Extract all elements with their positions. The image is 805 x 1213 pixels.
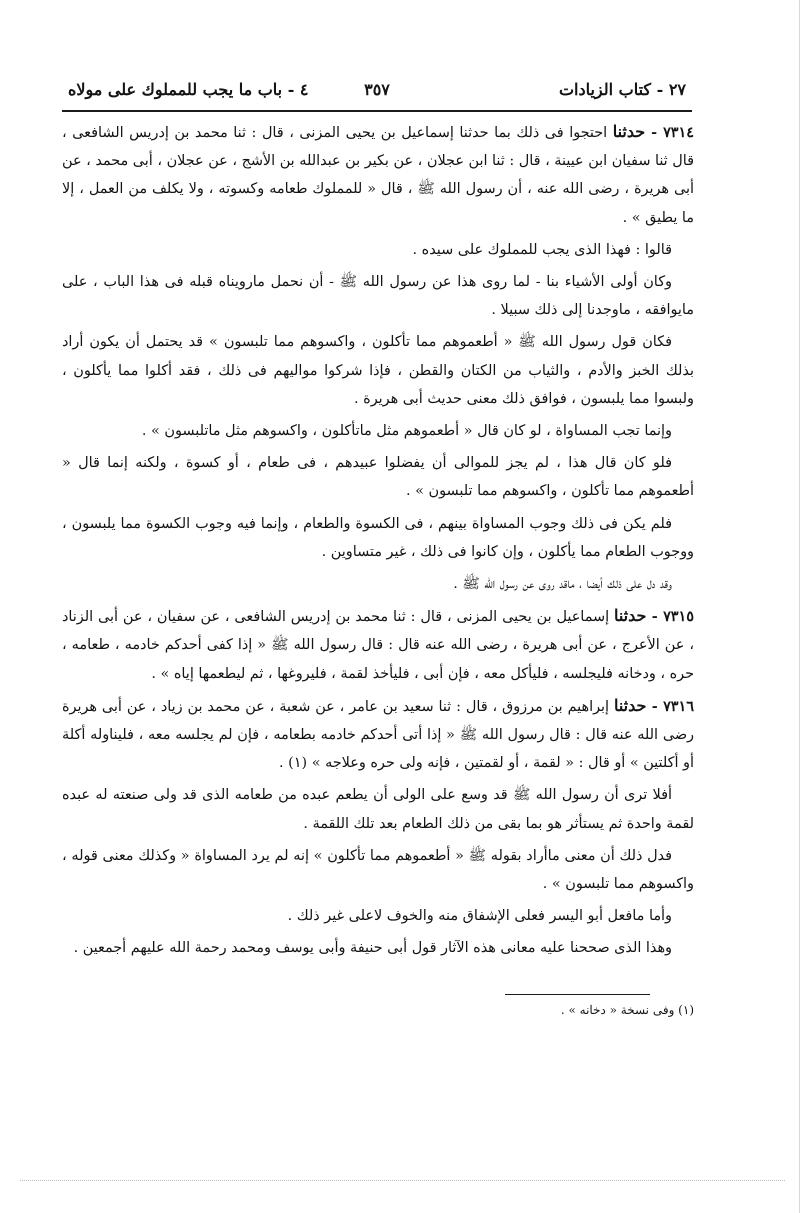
paragraph [62,268,694,324]
paragraph-text: فلو كان قال هذا ، لم يجز للموالى أن يفضلوا عبيدهم ، فى طعام ، أو كسوة ، ولكنه إنما قال « أطعموهم مما تأكلون ، واكسوهم مما تلبسون » . [62,455,694,500]
paragraph-text: إبراهيم بن مرزوق ، قال : ثنا سعيد بن عامر ، عن شعبة ، عن محمد بن زياد ، عن أبى هريرة رضى الله عنه قال : قال رسول الله ﷺ « إذا أتى أحدكم خادمه بطعامه ، فإن لم يجلسه معه ، فليناوله أكلة أو أكلتين » أو قال : « لقمة ، أو لقمتين ، فإنه ولى حره وعلاجه » (١) . [62,698,694,772]
header-rule [62,110,692,112]
hadith-lead: حدثنا [612,122,646,141]
paragraph-text: وكان أولى الأشياء بنا - لما روى هذا عن رسول الله ﷺ - أن نحمل مارويناه قبله فى هذا الباب ، على مايوافقه ، ماوجدنا إلى ذلك سبيلا . [62,274,694,319]
paragraph [62,934,694,962]
paragraph-text: فكان قول رسول الله ﷺ « أطعموهم مما تأكلون ، واكسوهم مما تلبسون » قد يحتمل أن يكون أراد بذلك الخبز والأدم ، والثياب من الكتان والقطن ، فإذا شركوا مواليهم فى ذلك ، فقد أكلوا مما يأكلون ، ولبسوا مما يلبسون ، فوافق ذلك معنى حديث أبى هريرة . [62,334,694,407]
paragraph-text: أفلا ترى أن رسول الله ﷺ قد وسع على الولى أن يطعم عبده من طعامه الذى قد ولى صنعته له عبده لقمة واحدة ثم يستأثر هو بما بقى من ذلك الطعام بعد تلك اللقمة . [62,787,694,832]
hadith-number: ٧٣١٦ - [646,697,694,715]
page-body [62,118,694,967]
paragraph [62,510,694,566]
paragraph-text: قالوا : فهذا الذى يجب للمملوك على سيده . [412,241,672,258]
book-section-title: ٢٧ - كتاب الزيادات [558,80,686,99]
footnote: (١) وفى نسخة « دخانه » . [560,1003,694,1017]
scan-page-edge [799,0,800,1213]
paragraph [62,449,694,505]
paragraph [62,902,694,930]
hadith-number: ٧٣١٥ - [646,608,694,626]
chapter-title: ٤ - باب ما يجب للمملوك على مولاه [68,80,309,99]
paragraph [62,118,694,232]
scan-edge-line [20,1180,785,1181]
paragraph-text: وقد دل على ذلك أيضا ، ماقد روى عن رسول الله ﷺ . [453,576,672,593]
paragraph-text: وهذا الذى صححنا عليه معانى هذه الآثار قول أبى حنيفة وأبى يوسف ومحمد رحمة الله عليهم أجمعين . [73,940,672,957]
paragraph [62,328,694,413]
paragraph [62,692,694,778]
paragraph [62,570,694,598]
footnote-rule [505,994,650,995]
paragraph [62,842,694,898]
paragraph-text: وأما مافعل أبو اليسر فعلى الإشفاق منه والخوف لاعلى غير ذلك . [287,908,672,925]
hadith-number: ٧٣١٤ - [645,124,694,141]
running-header [68,80,686,106]
paragraph [62,236,694,264]
paragraph-text: إسماعيل بن يحيى المزنى ، قال : ثنا محمد بن إدريس الشافعى ، عن سفيان ، عن أبى الزناد ، عن الأعرج ، عن أبى هريرة ، رضى الله عنه قال : قال رسول الله ﷺ « إذا كفى أحدكم خادمه ، طعامه ، حره ، ودخانه فليجلسه ، فليأكل معه ، فإن أبى ، فليأخذ لقمة ، فليروغها ، ثم ليطعمها إياه » . [62,609,694,682]
hadith-lead: حدثنا [613,606,647,626]
hadith-lead: حدثنا [613,695,647,715]
page-number: ٣٥٧ [364,80,390,99]
paragraph [62,602,694,688]
paragraph [62,781,694,837]
paragraph-text: وإنما تجب المساواة ، لو كان قال « أطعموهم مثل ماتأكلون ، واكسوهم مثل ماتلبسون » . [141,423,672,440]
paragraph [62,417,694,445]
paragraph-text: فدل ذلك أن معنى ماأراد بقوله ﷺ « أطعموهم مما تأكلون » إنه لم يرد المساواة « وكذلك معنى قوله ، واكسوهم مما تلبسون » . [62,847,694,893]
paragraph-text: فلم يكن فى ذلك وجوب المساواة بينهم ، فى الكسوة والطعام ، وإنما فيه وجوب الكسوة مما يلبسون ، ووجوب الطعام مما يأكلون ، وإن كانوا فى ذلك ، غير متساوين . [62,515,694,560]
paragraph-text: احتجوا فى ذلك بما حدثنا إسماعيل بن يحيى المزنى ، قال : ثنا محمد بن إدريس الشافعى ، قال ثنا سفيان ابن عيينة ، قال : ثنا ابن عجلان ، عن بكير بن عبدالله بن الأشج ، عن عجلان ، أبى محمد ، عن أبى هريرة ، رضى الله عنه ، أن رسول الله ﷺ ، قال « للمملوك طعامه وكسوته ، ولا يكلف من العمل ، إلا ما يطيق » . [62,125,694,226]
